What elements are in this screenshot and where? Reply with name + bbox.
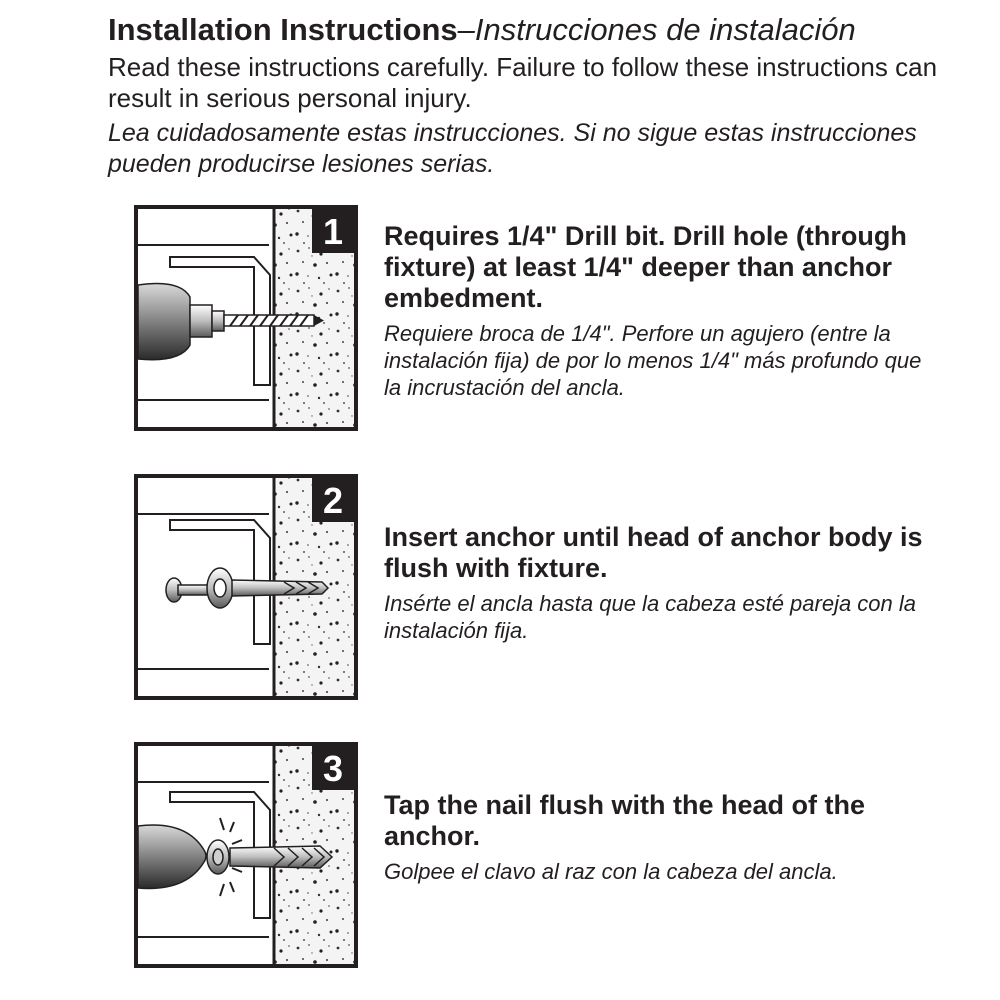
instructions-header [108,10,988,180]
step-instruction-english: Insert anchor until head of anchor body is flush with fixture. [384,522,923,583]
hammer-icon [134,742,358,968]
step-1-text [384,221,944,401]
title-spanish: –Instrucciones de instalación [457,12,856,47]
step-number: 3 [322,748,344,789]
step-3-text [384,790,944,885]
step-instruction-spanish: Requiere broca de 1/4". Perfore un agujero (entre la instalación fija) de por lo menos 1/4" más profundo que la incrustación del ancla. [384,321,922,400]
step-instruction-english: Tap the nail flush with the head of the anchor. [384,790,866,851]
drill-icon [134,205,358,431]
title-english: Installation Instructions [108,12,458,47]
step-2-text [384,522,944,644]
anchor-icon [134,474,358,700]
step-instruction-spanish: Insérte el ancla hasta que la cabeza esté pareja con la instalación fija. [384,591,917,643]
step-number: 2 [322,480,344,521]
step-instruction-spanish: Golpee el clavo al raz con la cabeza del ancla. [384,859,838,884]
page-title [108,10,988,50]
warning-english: Read these instructions carefully. Failure to follow these instructions can result in serious personal injury. [108,52,938,113]
warning-spanish: Lea cuidadosamente estas instrucciones. Si no sigue estas instrucciones pueden producirse lesiones serias. [108,119,917,178]
step-instruction-english: Requires 1/4" Drill bit. Drill hole (through fixture) at least 1/4" deeper than anchor embedment. [384,221,907,313]
step-number: 1 [322,211,344,252]
